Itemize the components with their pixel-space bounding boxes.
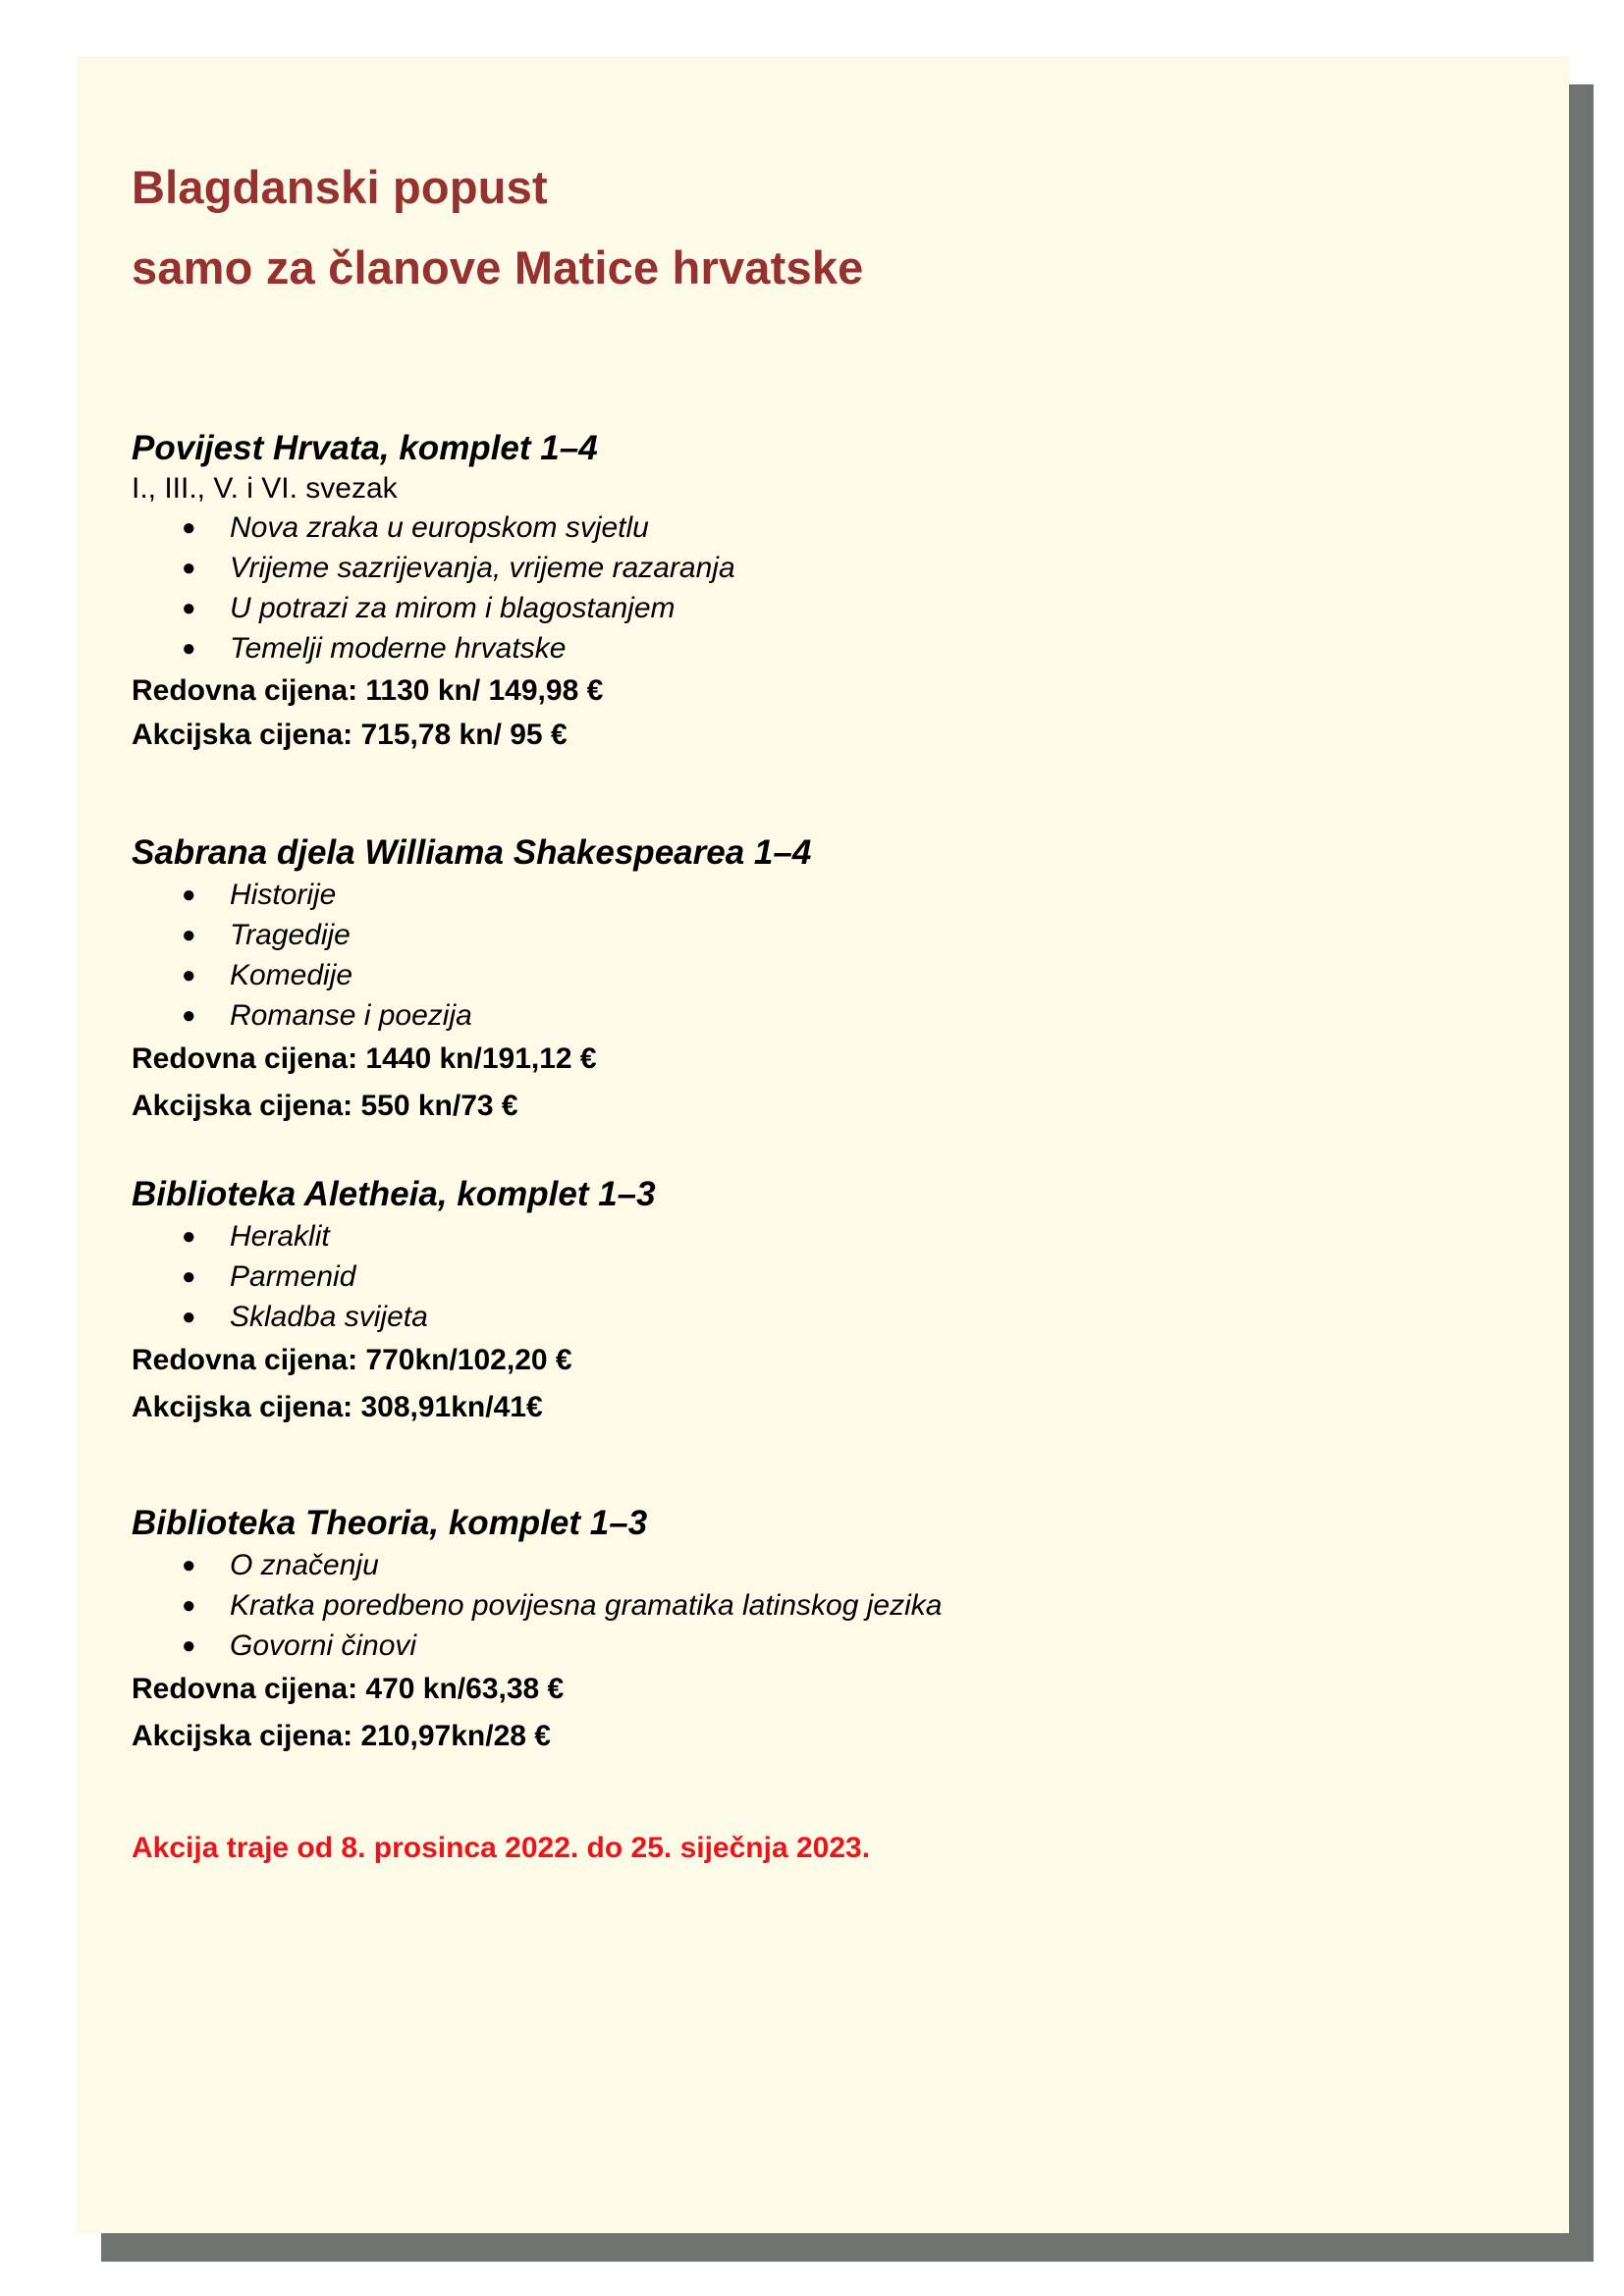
list-item	[132, 1297, 1408, 1337]
volume-list	[132, 1545, 1408, 1666]
list-item	[132, 1216, 1408, 1256]
list-item-label: Nova zraka u europskom svjetlu	[230, 511, 649, 544]
bullet-icon: ●	[182, 1632, 196, 1659]
list-item	[132, 995, 1408, 1036]
list-item	[132, 955, 1408, 995]
offer-title: Povijest Hrvata, komplet 1–4	[132, 429, 598, 467]
bullet-icon: ●	[182, 962, 196, 988]
bullet-icon: ●	[182, 881, 196, 908]
bullet-icon: ●	[182, 1223, 196, 1250]
list-item	[132, 1626, 1408, 1666]
offer-theoria	[132, 1502, 1408, 1760]
sale-price: Akcijska cijena: 715,78 kn/ 95 €	[132, 719, 568, 751]
list-item-label: Govorni činovi	[230, 1629, 417, 1662]
list-item-label: Komedije	[230, 959, 353, 991]
bullet-icon: ●	[182, 1002, 196, 1029]
volume-list	[132, 1216, 1408, 1337]
sale-price: Akcijska cijena: 550 kn/73 €	[132, 1090, 518, 1122]
headline-line-2: samo za članove Matice hrvatske	[132, 241, 864, 294]
bullet-icon: ●	[182, 555, 196, 581]
bullet-icon: ●	[182, 922, 196, 948]
regular-price: Redovna cijena: 470 kn/63,38 €	[132, 1673, 565, 1705]
sale-price: Akcijska cijena: 210,97kn/28 €	[132, 1720, 551, 1752]
promotion-dates-notice: Akcija traje od 8. prosinca 2022. do 25. siječnja 2023.	[132, 1832, 871, 1864]
list-item	[132, 507, 1408, 548]
bullet-icon: ●	[182, 1263, 196, 1290]
list-item-label: U potrazi za mirom i blagostanjem	[230, 592, 676, 624]
list-item	[132, 1256, 1408, 1297]
list-item-label: Romanse i poezija	[230, 999, 472, 1032]
list-item	[132, 628, 1408, 668]
list-item	[132, 588, 1408, 628]
document-page	[77, 56, 1569, 2233]
bullet-icon: ●	[182, 514, 196, 541]
bullet-icon: ●	[182, 635, 196, 662]
list-item-label: Vrijeme sazrijevanja, vrijeme razaranja	[230, 552, 735, 584]
list-item-label: Tragedije	[230, 919, 351, 951]
volume-list	[132, 507, 1408, 668]
bullet-icon: ●	[182, 1552, 196, 1578]
volume-list	[132, 875, 1408, 1036]
list-item	[132, 548, 1408, 588]
regular-price: Redovna cijena: 1130 kn/ 149,98 €	[132, 674, 604, 707]
document-header	[132, 147, 1408, 308]
list-item-label: O značenju	[230, 1549, 379, 1581]
bullet-icon: ●	[182, 595, 196, 621]
offer-aletheia	[132, 1173, 1408, 1431]
bullet-icon: ●	[182, 1592, 196, 1619]
bullet-icon: ●	[182, 1304, 196, 1330]
list-item-label: Skladba svijeta	[230, 1301, 428, 1333]
offer-title: Sabrana djela Williama Shakespearea 1–4	[132, 833, 812, 872]
list-item	[132, 875, 1408, 915]
list-item	[132, 915, 1408, 955]
offer-subtitle: I., III., V. i VI. svezak	[132, 472, 398, 505]
offer-shakespeare	[132, 831, 1408, 1130]
list-item-label: Kratka poredbeno povijesna gramatika latinskog jezika	[230, 1589, 943, 1622]
offer-povijest-hrvata	[132, 427, 1408, 757]
list-item-label: Historije	[230, 879, 337, 911]
sale-price: Akcijska cijena: 308,91kn/41€	[132, 1391, 543, 1423]
headline-line-1: Blagdanski popust	[132, 161, 548, 213]
list-item	[132, 1585, 1408, 1626]
offer-title: Biblioteka Theoria, komplet 1–3	[132, 1504, 648, 1542]
list-item	[132, 1545, 1408, 1585]
list-item-label: Heraklit	[230, 1220, 330, 1253]
regular-price: Redovna cijena: 1440 kn/191,12 €	[132, 1042, 597, 1075]
list-item-label: Parmenid	[230, 1260, 356, 1293]
offer-title: Biblioteka Aletheia, komplet 1–3	[132, 1175, 656, 1213]
regular-price: Redovna cijena: 770kn/102,20 €	[132, 1344, 572, 1376]
list-item-label: Temelji moderne hrvatske	[230, 632, 567, 665]
